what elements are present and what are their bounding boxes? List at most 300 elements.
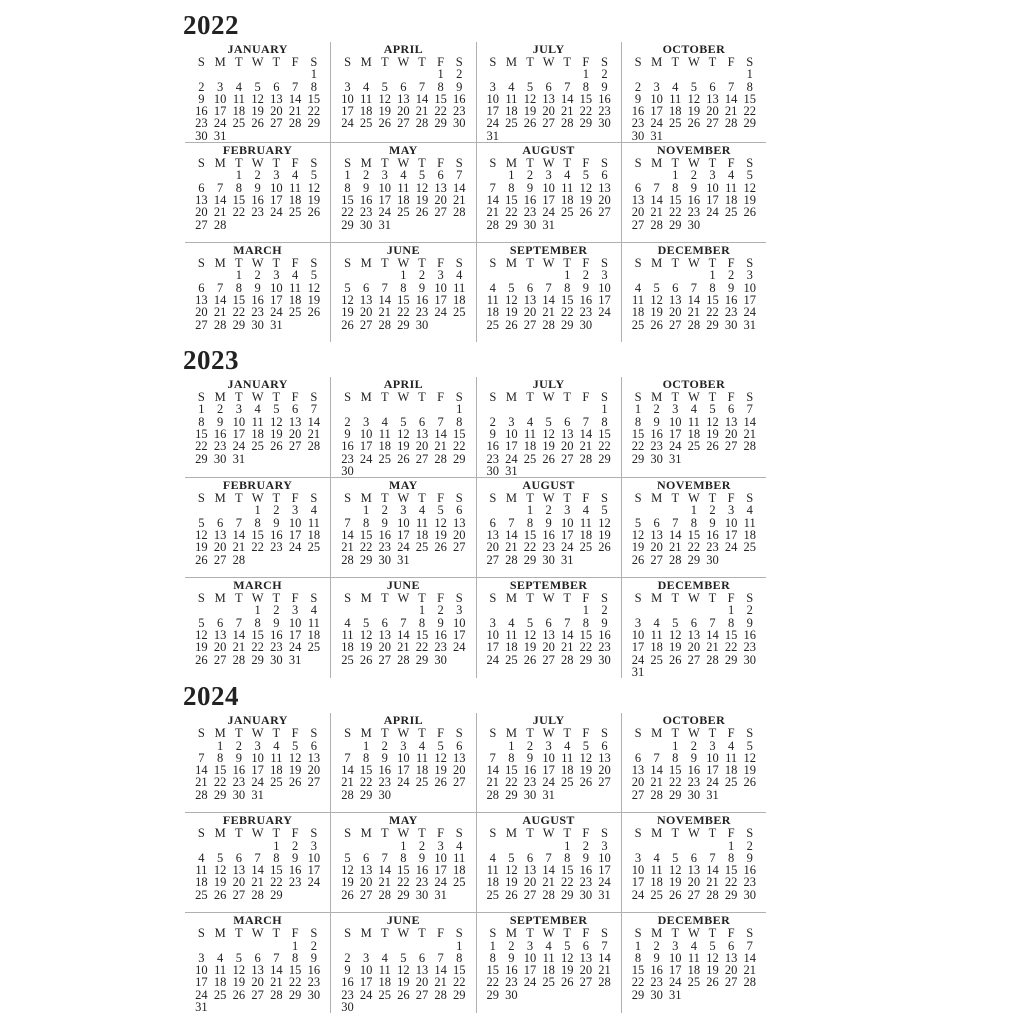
day-cell: 28 [397, 652, 410, 667]
day-cell: 12 [341, 292, 354, 307]
weekday-header: S [197, 726, 205, 741]
day-cell: 20 [523, 305, 537, 320]
day-cell: 15 [579, 628, 593, 643]
month-2022-february [185, 143, 330, 242]
day-cell: 8 [582, 79, 589, 94]
day-cell: 6 [418, 950, 426, 965]
weekday-header: S [600, 726, 608, 741]
day-cell: 24 [598, 875, 611, 890]
day-cell: 8 [292, 950, 299, 965]
year-block-2024 [185, 683, 766, 1013]
day-cell: 2 [418, 268, 426, 283]
day-cell: 4 [508, 79, 515, 94]
day-cell: 15 [743, 91, 756, 106]
day-cell: 3 [508, 414, 515, 429]
weekday-header: T [418, 256, 426, 271]
month-2023-may [330, 478, 475, 577]
day-cell: 28 [542, 887, 555, 902]
month-title: MAY [388, 478, 418, 493]
weekday-header: S [455, 491, 463, 506]
day-cell: 10 [542, 180, 555, 195]
day-cell: 21 [270, 975, 283, 990]
day-cell: 7 [508, 515, 515, 530]
day-cell: 16 [452, 91, 466, 106]
day-cell: 11 [486, 292, 499, 307]
day-cell: 3 [564, 503, 571, 518]
day-cell: 13 [598, 750, 611, 765]
day-cell: 12 [687, 91, 701, 106]
day-cell: 24 [724, 540, 738, 555]
day-cell: 8 [582, 615, 589, 630]
day-cell: 12 [505, 863, 518, 878]
day-cell: 23 [251, 305, 264, 320]
day-cell: 17 [650, 104, 663, 119]
day-cell: 6 [582, 938, 589, 953]
weekday-header: W [542, 926, 555, 941]
weekday-header: S [489, 256, 497, 271]
day-cell: 12 [560, 950, 574, 965]
day-cell: 17 [359, 439, 373, 454]
day-cell: 13 [560, 426, 574, 441]
empty-day-cell [629, 169, 648, 181]
day-cell: 5 [310, 168, 317, 183]
day-cell: 25 [415, 540, 429, 555]
weekday-header: W [542, 256, 555, 271]
day-cell: 14 [213, 192, 227, 207]
day-cell: 3 [273, 168, 280, 183]
day-cell: 2 [709, 503, 716, 518]
weekday-header: S [455, 156, 463, 171]
day-cell: 20 [213, 540, 227, 555]
day-cell: 19 [434, 528, 447, 543]
day-cell: 21 [598, 963, 611, 978]
month-2024-february [185, 813, 330, 912]
day-cell: 13 [213, 528, 227, 543]
day-cell: 27 [251, 987, 264, 1002]
day-cell: 10 [232, 414, 246, 429]
day-cell: 10 [195, 963, 208, 978]
day-cell: 29 [687, 552, 701, 567]
weekday-header: S [746, 726, 754, 741]
day-cell: 15 [270, 863, 283, 878]
day-cell: 5 [273, 402, 280, 417]
day-cell: 23 [415, 875, 429, 890]
day-cell: 2 [746, 838, 753, 853]
day-cell: 13 [378, 628, 391, 643]
day-cell: 24 [542, 205, 555, 220]
weekday-header: S [310, 491, 318, 506]
empty-day-cell [248, 840, 267, 852]
day-cell: 31 [232, 451, 246, 466]
day-cell: 28 [743, 975, 756, 990]
empty-day-cell [413, 68, 432, 80]
day-grid [629, 157, 759, 231]
day-cell: 26 [397, 987, 410, 1002]
day-cell: 2 [273, 503, 280, 518]
empty-day-cell [539, 604, 558, 616]
month-title: JULY [532, 713, 565, 728]
day-cell: 17 [724, 528, 738, 543]
day-cell: 11 [453, 280, 466, 295]
day-cell: 10 [288, 615, 302, 630]
day-cell: 31 [213, 128, 227, 143]
day-cell: 22 [724, 640, 738, 655]
day-cell: 6 [418, 414, 426, 429]
day-cell: 13 [213, 628, 227, 643]
day-cell: 4 [564, 168, 571, 183]
day-cell: 6 [709, 79, 716, 94]
day-cell: 24 [251, 775, 264, 790]
day-cell: 5 [400, 414, 407, 429]
weekday-header: W [687, 156, 700, 171]
day-cell: 24 [486, 652, 500, 667]
day-cell: 7 [489, 750, 496, 765]
day-cell: 23 [523, 775, 537, 790]
month-2022-august [476, 143, 621, 242]
day-cell: 22 [743, 104, 756, 119]
weekday-header: M [214, 55, 226, 69]
day-cell: 21 [378, 875, 391, 890]
day-cell: 9 [526, 180, 534, 195]
day-cell: 15 [669, 192, 682, 207]
day-cell: 24 [397, 775, 410, 790]
day-cell: 9 [727, 280, 735, 295]
day-cell: 12 [579, 750, 593, 765]
weekday-header: F [291, 256, 299, 271]
weekday-header: T [708, 726, 717, 741]
weekday-header: S [746, 491, 754, 506]
day-cell: 25 [288, 205, 302, 220]
day-cell: 12 [523, 91, 537, 106]
day-cell: 18 [650, 875, 663, 890]
weekday-header: T [418, 491, 426, 506]
day-cell: 26 [579, 775, 593, 790]
empty-day-cell [539, 68, 558, 80]
weekday-header: S [634, 256, 642, 271]
weekday-header: S [600, 591, 608, 606]
day-cell: 7 [217, 280, 224, 295]
day-cell: 13 [270, 91, 283, 106]
empty-day-cell [211, 504, 230, 516]
empty-day-cell [685, 68, 704, 80]
day-cell: 5 [601, 503, 608, 518]
day-cell: 10 [598, 280, 611, 295]
day-cell: 22 [579, 640, 593, 655]
weekday-header: T [526, 156, 534, 171]
weekday-header: F [582, 256, 590, 271]
day-cell: 12 [232, 963, 246, 978]
day-cell: 20 [523, 875, 537, 890]
day-cell: 5 [564, 938, 571, 953]
day-cell: 8 [273, 850, 280, 865]
weekday-header: F [727, 926, 735, 941]
day-cell: 20 [706, 104, 719, 119]
day-cell: 13 [687, 628, 701, 643]
day-cell: 14 [232, 528, 246, 543]
day-cell: 16 [288, 863, 302, 878]
day-cell: 31 [650, 128, 663, 143]
day-cell: 14 [213, 292, 227, 307]
day-cell: 17 [307, 863, 321, 878]
day-cell: 26 [434, 775, 447, 790]
day-grid [629, 56, 759, 142]
empty-day-cell [375, 68, 394, 80]
day-cell: 28 [669, 552, 682, 567]
weekday-header: S [600, 390, 608, 405]
day-cell: 27 [542, 652, 555, 667]
weekday-header: W [542, 826, 555, 841]
day-cell: 10 [486, 628, 500, 643]
weekday-header: T [418, 591, 426, 606]
day-cell: 16 [523, 763, 537, 778]
day-cell: 5 [690, 79, 697, 94]
day-cell: 7 [709, 615, 716, 630]
day-cell: 14 [687, 292, 701, 307]
empty-day-cell [394, 940, 413, 952]
weekday-header: M [360, 491, 372, 506]
day-cell: 20 [195, 205, 208, 220]
day-cell: 20 [631, 775, 645, 790]
day-cell: 23 [542, 540, 555, 555]
day-cell: 28 [195, 787, 208, 802]
empty-day-cell [338, 604, 357, 616]
day-cell: 15 [415, 628, 429, 643]
day-cell: 8 [235, 180, 242, 195]
month-title: OCTOBER [662, 377, 726, 392]
weekday-header: T [671, 55, 680, 69]
day-cell: 22 [270, 875, 283, 890]
weekday-header: S [197, 55, 205, 69]
weekday-header: M [651, 156, 663, 171]
day-cell: 8 [508, 750, 515, 765]
day-cell: 14 [560, 91, 574, 106]
empty-day-cell [685, 840, 704, 852]
day-cell: 16 [378, 763, 391, 778]
day-cell: 6 [273, 79, 280, 94]
day-cell: 14 [307, 414, 321, 429]
day-cell: 11 [307, 615, 320, 630]
day-cell: 7 [437, 950, 444, 965]
day-cell: 19 [505, 875, 518, 890]
month-2024-july [476, 713, 621, 812]
weekday-header: W [251, 926, 264, 941]
weekday-header: S [455, 726, 463, 741]
day-cell: 14 [378, 863, 391, 878]
day-cell: 1 [418, 603, 426, 618]
day-cell: 10 [631, 628, 645, 643]
day-cell: 6 [526, 280, 534, 295]
day-cell: 26 [270, 439, 283, 454]
day-cell: 10 [378, 180, 391, 195]
day-cell: 29 [288, 987, 302, 1002]
day-cell: 3 [489, 615, 496, 630]
day-cell: 9 [601, 615, 608, 630]
day-cell: 5 [344, 280, 351, 295]
day-cell: 23 [307, 975, 321, 990]
day-cell: 9 [634, 91, 642, 106]
day-cell: 23 [434, 640, 447, 655]
empty-day-cell [484, 68, 503, 80]
day-cell: 27 [523, 887, 537, 902]
day-cell: 3 [672, 938, 679, 953]
day-cell: 5 [709, 402, 716, 417]
day-cell: 28 [486, 217, 500, 232]
day-cell: 4 [489, 280, 496, 295]
day-cell: 15 [706, 292, 719, 307]
weekday-header: S [489, 55, 497, 69]
day-cell: 1 [489, 938, 496, 953]
day-cell: 22 [687, 540, 701, 555]
day-cell: 24 [397, 540, 410, 555]
day-cell: 16 [359, 192, 373, 207]
weekday-header: W [687, 491, 700, 506]
day-cell: 1 [601, 402, 608, 417]
day-cell: 6 [545, 79, 552, 94]
empty-day-cell [338, 403, 357, 415]
year-heading: 2022 [183, 10, 239, 40]
day-cell: 28 [378, 317, 391, 332]
day-cell: 10 [397, 750, 410, 765]
day-cell: 22 [669, 205, 682, 220]
day-cell: 28 [307, 439, 321, 454]
day-cell: 31 [669, 987, 682, 1002]
empty-day-cell [413, 940, 432, 952]
weekday-header: T [671, 256, 680, 271]
weekday-header: T [418, 390, 426, 405]
day-cell: 22 [523, 540, 537, 555]
day-cell: 19 [341, 305, 354, 320]
day-cell: 13 [687, 863, 701, 878]
weekday-header: W [397, 55, 410, 69]
day-grid [192, 592, 323, 666]
day-cell: 1 [634, 402, 642, 417]
day-cell: 2 [381, 503, 388, 518]
day-cell: 19 [213, 875, 227, 890]
day-cell: 11 [632, 292, 645, 307]
day-cell: 18 [288, 192, 302, 207]
day-cell: 22 [560, 305, 574, 320]
day-cell: 1 [456, 402, 463, 417]
day-cell: 2 [582, 838, 589, 853]
weekday-header: T [526, 726, 534, 741]
weekday-header: W [397, 826, 410, 841]
day-cell: 2 [727, 268, 735, 283]
day-cell: 21 [434, 439, 447, 454]
day-cell: 5 [582, 168, 589, 183]
empty-day-cell [484, 269, 503, 281]
day-cell: 29 [743, 116, 756, 131]
day-cell: 25 [359, 116, 373, 131]
day-cell: 3 [709, 738, 716, 753]
day-cell: 19 [523, 640, 537, 655]
day-cell: 12 [669, 863, 682, 878]
empty-day-cell [357, 269, 376, 281]
empty-day-cell [484, 169, 503, 181]
day-cell: 18 [687, 426, 701, 441]
day-cell: 3 [709, 168, 716, 183]
day-cell: 10 [251, 750, 264, 765]
day-cell: 19 [288, 763, 302, 778]
day-cell: 19 [341, 875, 354, 890]
day-cell: 29 [505, 217, 518, 232]
day-cell: 7 [727, 79, 735, 94]
day-cell: 24 [706, 775, 719, 790]
day-cell: 27 [486, 552, 500, 567]
day-cell: 18 [505, 104, 518, 119]
day-cell: 25 [687, 439, 701, 454]
day-cell: 28 [452, 205, 466, 220]
day-cell: 17 [378, 192, 391, 207]
weekday-header: S [455, 256, 463, 271]
day-cell: 19 [195, 640, 208, 655]
weekday-header: T [563, 591, 572, 606]
weekday-header: S [455, 591, 463, 606]
weekday-header: M [505, 926, 517, 941]
day-cell: 10 [631, 863, 645, 878]
day-cell: 15 [359, 763, 373, 778]
month-2022-september [476, 243, 621, 342]
empty-day-cell [629, 68, 648, 80]
day-cell: 17 [251, 763, 264, 778]
day-cell: 13 [232, 863, 246, 878]
day-cell: 31 [669, 451, 682, 466]
weekday-header: T [708, 390, 717, 405]
day-cell: 16 [631, 104, 645, 119]
weekday-header: T [563, 55, 572, 69]
day-cell: 5 [653, 280, 660, 295]
day-cell: 11 [232, 91, 245, 106]
month-title: MARCH [233, 913, 282, 928]
day-cell: 20 [724, 963, 738, 978]
empty-day-cell [647, 840, 666, 852]
weekday-header: M [505, 726, 517, 741]
day-cell: 21 [486, 775, 500, 790]
day-grid [629, 927, 759, 1001]
day-grid [338, 56, 468, 130]
day-cell: 26 [288, 775, 302, 790]
day-cell: 4 [653, 615, 660, 630]
day-cell: 13 [650, 528, 663, 543]
day-cell: 25 [195, 887, 208, 902]
day-cell: 22 [195, 439, 208, 454]
day-cell: 27 [378, 652, 391, 667]
day-cell: 15 [505, 763, 518, 778]
day-cell: 21 [378, 305, 391, 320]
month-title: MARCH [233, 243, 282, 258]
day-cell: 11 [687, 414, 700, 429]
day-cell: 14 [341, 528, 354, 543]
day-cell: 3 [601, 838, 608, 853]
day-cell: 9 [582, 850, 589, 865]
month-2022-october [621, 42, 766, 142]
day-cell: 18 [415, 763, 429, 778]
day-cell: 16 [687, 763, 701, 778]
empty-day-cell [211, 269, 230, 281]
day-cell: 4 [727, 168, 735, 183]
day-cell: 16 [724, 292, 738, 307]
weekday-header: S [634, 726, 642, 741]
day-cell: 7 [564, 615, 571, 630]
weekday-header: S [489, 926, 497, 941]
weekday-header: T [272, 156, 281, 171]
day-cell: 30 [270, 652, 283, 667]
day-cell: 10 [270, 280, 283, 295]
weekday-header: S [746, 926, 754, 941]
day-cell: 7 [344, 515, 351, 530]
day-cell: 30 [523, 787, 537, 802]
empty-day-cell [629, 840, 648, 852]
day-cell: 16 [307, 963, 321, 978]
